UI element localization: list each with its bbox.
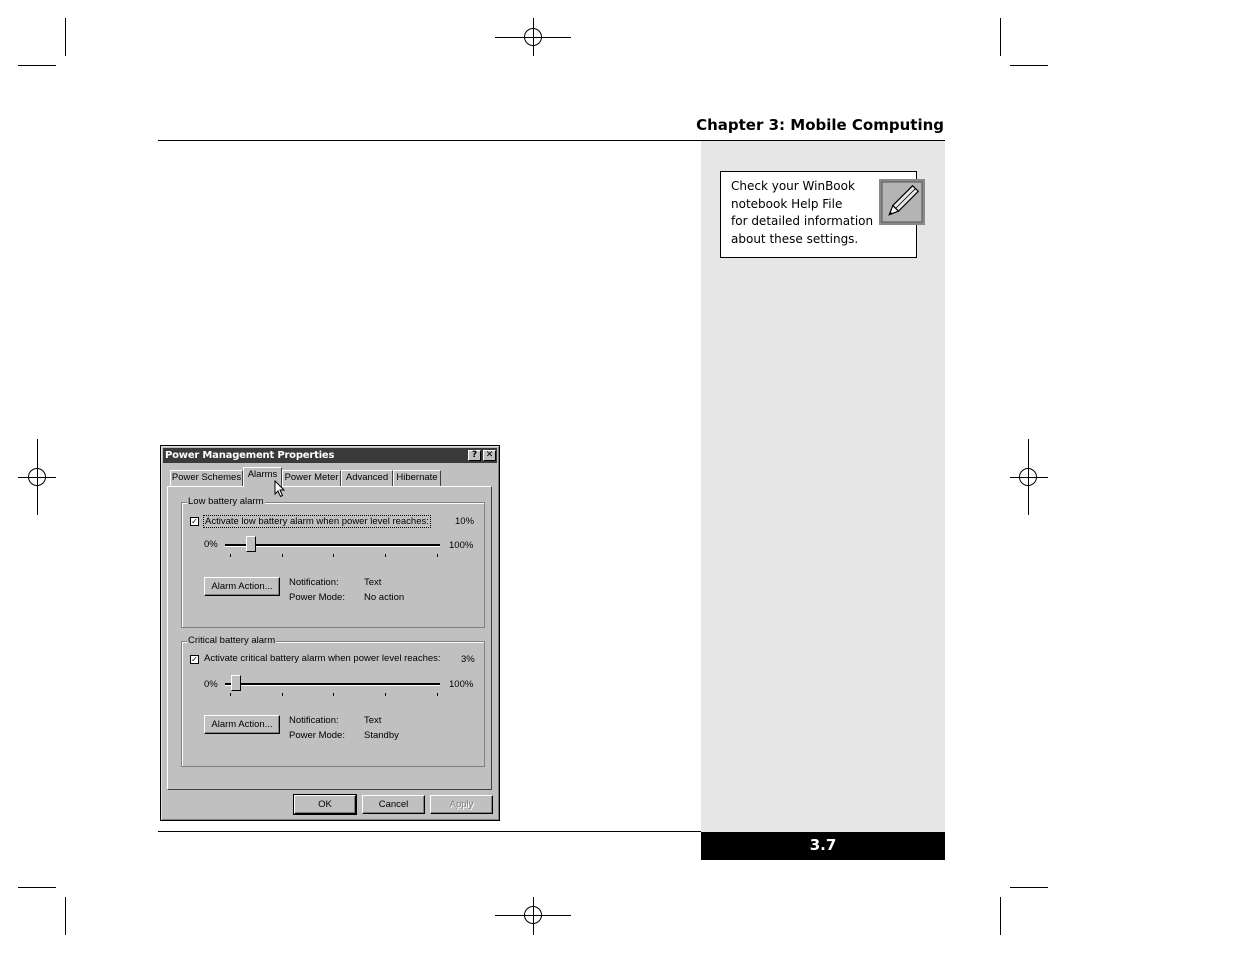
mouse-cursor-icon <box>274 480 286 498</box>
slider-tick <box>282 693 283 696</box>
low-notification-label: Notification: <box>289 577 339 588</box>
slider-tick <box>385 554 386 557</box>
low-battery-checkbox-label[interactable]: Activate low battery alarm when power level reaches: <box>205 516 429 527</box>
footer-rule <box>158 831 701 832</box>
tab-power-meter[interactable]: Power Meter <box>282 470 341 486</box>
ok-button[interactable]: OK <box>294 795 356 814</box>
critical-slider-max-label: 100% <box>449 679 474 690</box>
low-battery-group <box>181 496 485 628</box>
page-number: 3.7 <box>701 832 945 860</box>
slider-tick <box>437 693 438 696</box>
power-management-dialog <box>160 445 500 821</box>
low-slider-min-label: 0% <box>204 539 218 550</box>
critical-power-mode-label: Power Mode: <box>289 730 345 741</box>
critical-battery-checkbox-label[interactable]: Activate critical battery alarm when power level reaches: <box>204 653 441 664</box>
help-button[interactable]: ? <box>468 450 481 461</box>
low-battery-group-label: Low battery alarm <box>188 496 264 507</box>
slider-tick <box>333 554 334 557</box>
low-battery-slider-track[interactable] <box>225 544 440 547</box>
note-line: Check your WinBook <box>731 179 855 193</box>
note-text <box>731 178 873 248</box>
critical-power-mode-value: Standby <box>364 730 399 741</box>
cancel-button[interactable]: Cancel <box>362 795 425 814</box>
low-power-mode-label: Power Mode: <box>289 592 345 603</box>
critical-alarm-action-button[interactable]: Alarm Action... <box>204 715 280 734</box>
close-button[interactable]: ✕ <box>483 450 496 461</box>
slider-tick <box>385 693 386 696</box>
critical-battery-value: 3% <box>461 654 475 665</box>
low-slider-max-label: 100% <box>449 540 474 551</box>
dialog-title: Power Management Properties <box>165 450 335 461</box>
slider-tick <box>437 554 438 557</box>
slider-tick <box>282 554 283 557</box>
critical-battery-slider-thumb[interactable] <box>231 675 241 691</box>
critical-battery-checkbox[interactable]: ✓ <box>191 655 198 664</box>
slider-tick <box>333 693 334 696</box>
slider-tick <box>230 693 231 696</box>
tab-alarms[interactable]: Alarms <box>243 467 282 487</box>
low-alarm-action-button[interactable]: Alarm Action... <box>204 577 280 596</box>
critical-notification-label: Notification: <box>289 715 339 726</box>
low-battery-slider-thumb[interactable] <box>246 536 256 552</box>
note-line: notebook Help File <box>731 196 843 211</box>
critical-notification-value: Text <box>364 715 382 726</box>
note-line: for detailed information <box>731 214 874 228</box>
tab-hibernate[interactable]: Hibernate <box>393 470 441 486</box>
tab-power-schemes[interactable]: Power Schemes <box>170 470 243 486</box>
critical-battery-slider-track[interactable] <box>225 683 440 686</box>
chapter-title: Chapter 3: Mobile Computing <box>696 116 944 134</box>
low-power-mode-value: No action <box>364 592 405 603</box>
dialog-titlebar[interactable] <box>163 448 497 463</box>
apply-button[interactable]: Apply <box>430 795 493 814</box>
alarms-tab-panel <box>167 486 492 790</box>
critical-battery-group <box>181 635 485 767</box>
critical-battery-group-label: Critical battery alarm <box>188 635 276 646</box>
slider-tick <box>230 554 231 557</box>
low-battery-value: 10% <box>455 516 475 527</box>
critical-slider-min-label: 0% <box>204 679 218 690</box>
note-line: about these settings. <box>731 231 859 246</box>
pencil-icon <box>879 179 925 225</box>
tab-advanced[interactable]: Advanced <box>341 470 393 486</box>
low-battery-checkbox[interactable]: ✓ <box>191 517 198 526</box>
low-notification-value: Text <box>364 577 382 588</box>
